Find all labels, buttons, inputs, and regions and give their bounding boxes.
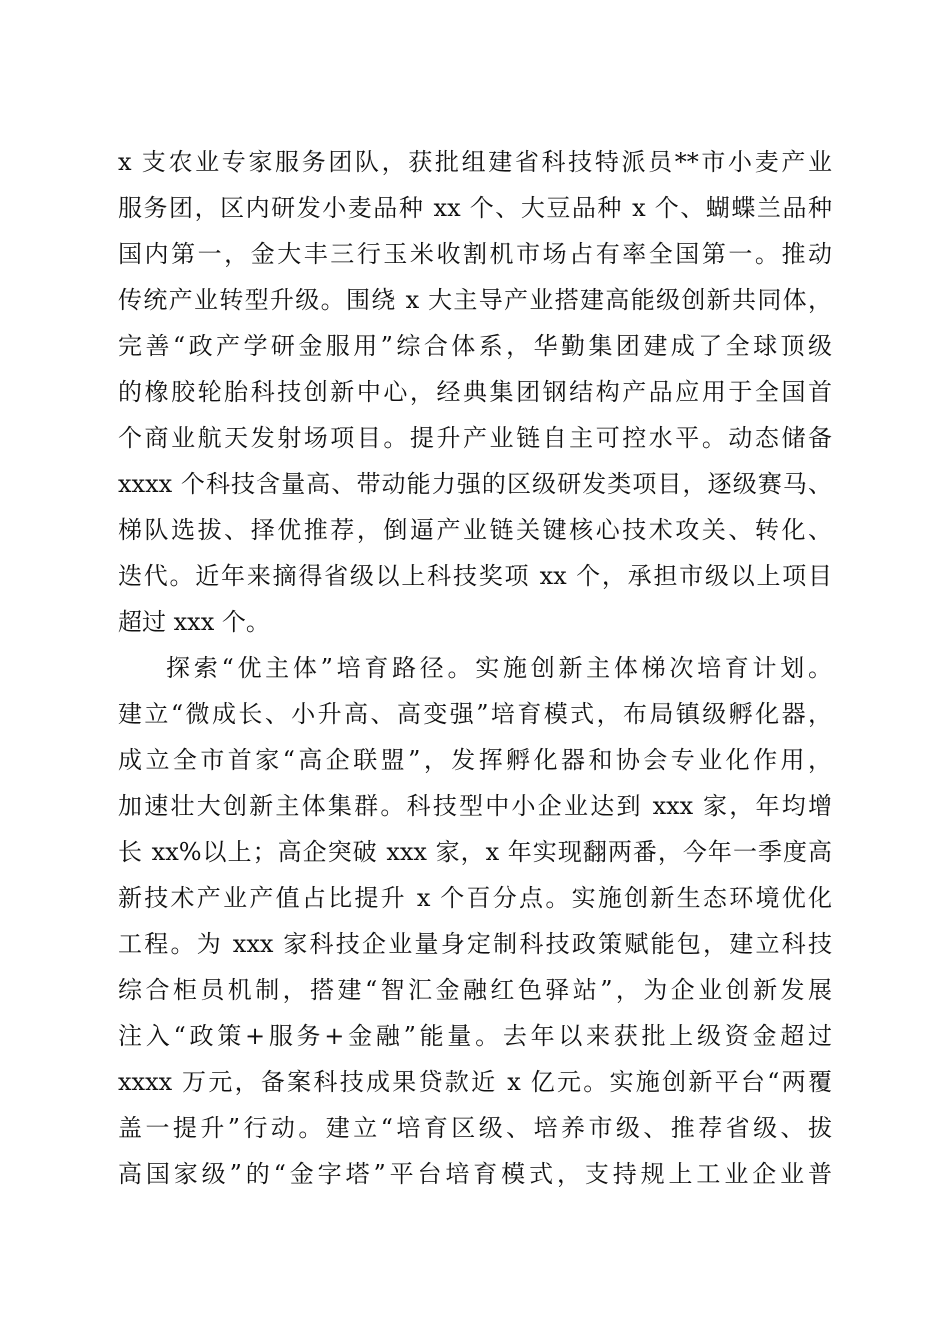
text-line: 梯队选拔、择优推荐，倒逼产业链关键核心技术攻关、转化、 bbox=[118, 516, 832, 544]
text-line: 迭代。近年来摘得省级以上科技奖项 xx 个，承担市级以上项目 bbox=[118, 562, 832, 590]
text-line: 高国家级”的“金字塔”平台培育模式，支持规上工业企业普 bbox=[118, 1160, 832, 1188]
text-line: 加速壮大创新主体集群。科技型中小企业达到 xxx 家，年均增 bbox=[118, 792, 832, 820]
text-line: xxxx 个科技含量高、带动能力强的区级研发类项目，逐级赛马、 bbox=[118, 470, 832, 498]
text-line: 综合柜员机制，搭建“智汇金融红色驿站”，为企业创新发展 bbox=[118, 976, 832, 1004]
text-line: x 支农业专家服务团队，获批组建省科技特派员**市小麦产业 bbox=[118, 148, 832, 176]
text-line: 注入“政策+服务+金融”能量。去年以来获批上级资金超过 bbox=[118, 1022, 832, 1050]
text-line: 探索“优主体”培育路径。实施创新主体梯次培育计划。 bbox=[166, 654, 832, 682]
text-line: 的橡胶轮胎科技创新中心，经典集团钢结构产品应用于全国首 bbox=[118, 378, 832, 406]
text-line: 个商业航天发射场项目。提升产业链自主可控水平。动态储备 bbox=[118, 424, 832, 452]
text-line: 长 xx%以上；高企突破 xxx 家，x 年实现翻两番，今年一季度高 bbox=[118, 838, 832, 866]
text-line: 传统产业转型升级。围绕 x 大主导产业搭建高能级创新共同体， bbox=[118, 286, 832, 314]
text-line: 超过 xxx 个。 bbox=[118, 608, 270, 636]
text-line: 新技术产业产值占比提升 x 个百分点。实施创新生态环境优化 bbox=[118, 884, 832, 912]
text-line: 盖一提升”行动。建立“培育区级、培养市级、推荐省级、拔 bbox=[118, 1114, 832, 1142]
text-line: 建立“微成长、小升高、高变强”培育模式，布局镇级孵化器， bbox=[118, 700, 832, 728]
text-line: 服务团，区内研发小麦品种 xx 个、大豆品种 x 个、蝴蝶兰品种 bbox=[118, 194, 832, 222]
text-line: 工程。为 xxx 家科技企业量身定制科技政策赋能包，建立科技 bbox=[118, 930, 832, 958]
text-line: 完善“政产学研金服用”综合体系，华勤集团建成了全球顶级 bbox=[118, 332, 832, 360]
text-line: 成立全市首家“高企联盟”，发挥孵化器和协会专业化作用， bbox=[118, 746, 832, 774]
text-line: 国内第一，金大丰三行玉米收割机市场占有率全国第一。推动 bbox=[118, 240, 832, 268]
text-line: xxxx 万元，备案科技成果贷款近 x 亿元。实施创新平台“两覆 bbox=[118, 1068, 832, 1096]
